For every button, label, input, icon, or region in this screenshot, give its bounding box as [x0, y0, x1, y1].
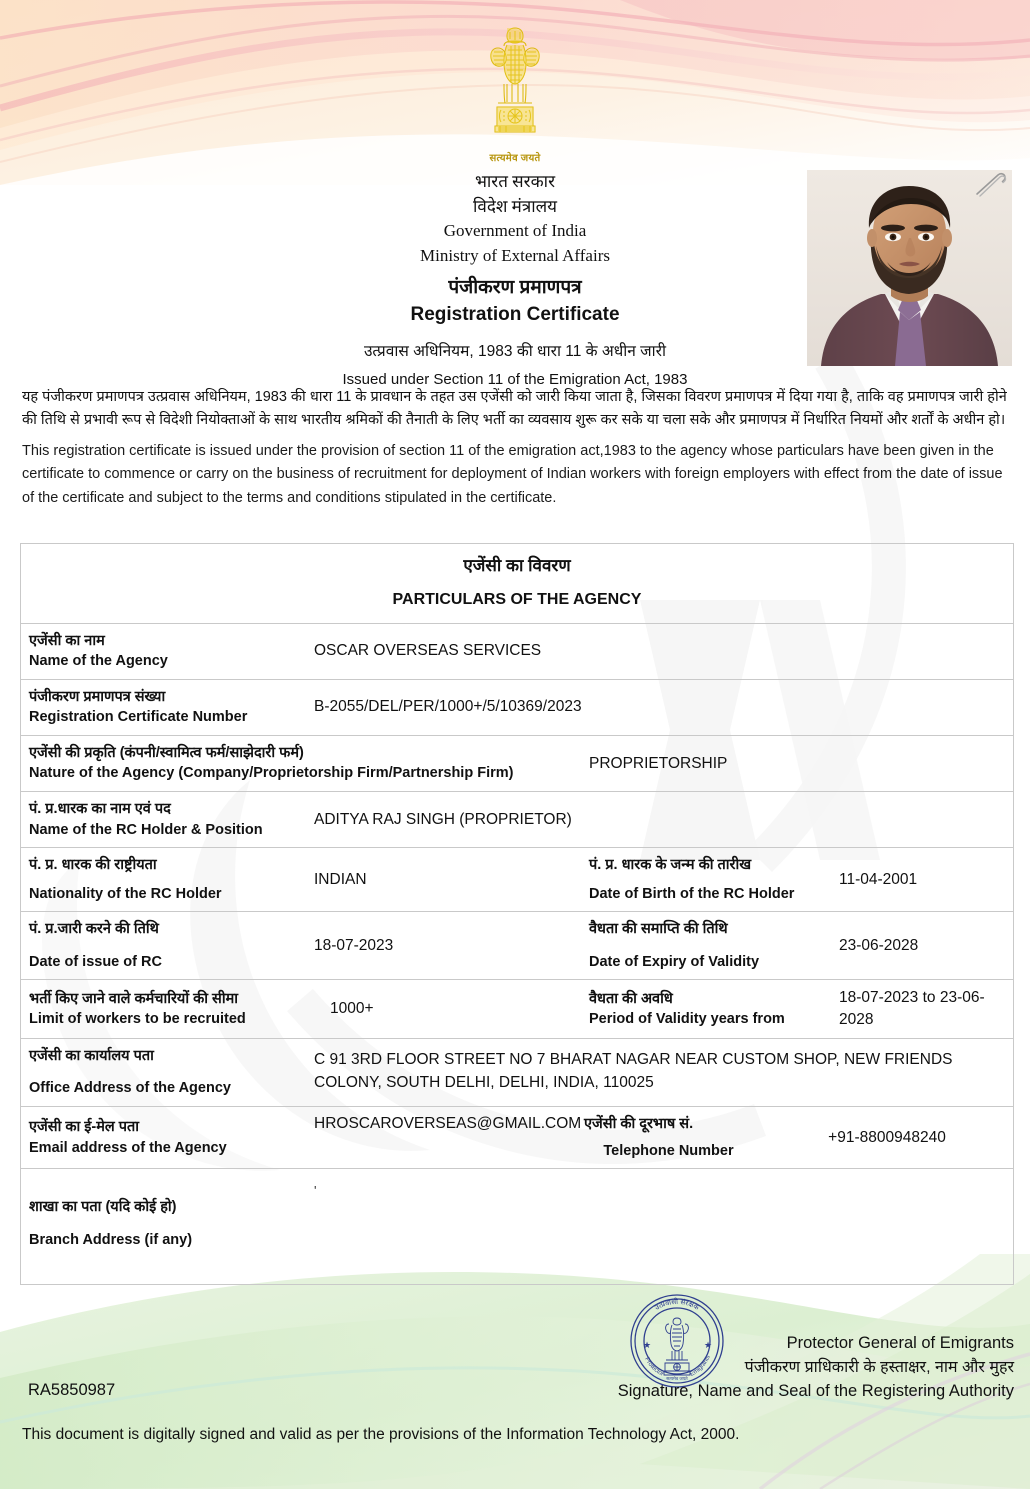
label-office-address-en: Office Address of the Agency: [29, 1080, 231, 1097]
page-title: Registration Certificate: [410, 304, 620, 326]
label-rc-number-hi: पंजीकरण प्रमाणपत्र संख्या: [29, 688, 166, 705]
label-telephone-en: Telephone Number: [603, 1142, 734, 1159]
intro-english: This registration certificate is issued under the provision of section 11 of the emigration act,1983 to the agency whose particulars have been given in the certificate to commence or carry on the business of recruitment for deployment of Indian workers with foreign employers with effect from the date of issue of the certificate and subject to the terms and conditions stipulated in the certificate.: [22, 442, 1003, 506]
value-dob: 11-04-2001: [839, 870, 918, 888]
table-row-limit-validity: [21, 980, 1013, 1038]
label-rc-number-en: Registration Certificate Number: [29, 709, 248, 726]
label-validity-period-hi: वैधता की अवधि: [589, 990, 673, 1007]
table-row-rc-holder: [21, 792, 1013, 848]
svg-text:Emigrants: Emigrants: [688, 1354, 712, 1378]
value-rc-number: B-2055/DEL/PER/1000+/5/10369/2023: [314, 698, 582, 716]
svg-text:★: ★: [704, 1340, 713, 1350]
label-nature-en: Nature of the Agency (Company/Proprietorship Firm/Partnership Firm): [29, 765, 514, 782]
svg-text:सत्यमेव जयते: सत्यमेव जयते: [666, 1376, 688, 1381]
ministry-hindi: विदेश मंत्रालय: [472, 196, 558, 216]
value-validity-period: 18-07-2023 to 23-06-2028: [839, 989, 985, 1029]
label-telephone: [576, 1107, 761, 1168]
table-row-office-address: [21, 1039, 1013, 1107]
label-validity-period-en: Period of Validity years from: [589, 1011, 785, 1028]
value-rc-holder: ADITYA RAJ SINGH (PROPRIETOR): [314, 810, 572, 828]
label-date-of-expiry-hi: वैधता की समाप्ति की तिथि: [589, 921, 728, 938]
label-nationality-en: Nationality of the RC Holder: [29, 885, 222, 902]
signature-block: [314, 1332, 1014, 1404]
label-date-of-issue-en: Date of issue of RC: [29, 953, 162, 970]
label-date-of-expiry-en: Date of Expiry of Validity: [589, 953, 760, 970]
label-worker-limit-en: Limit of workers to be recruited: [29, 1011, 246, 1028]
value-nationality: INDIAN: [314, 870, 367, 888]
svg-text:★: ★: [643, 1340, 652, 1350]
label-rc-holder: [21, 792, 306, 847]
label-office-address-hi: एजेंसी का कार्यालय पता: [29, 1047, 154, 1064]
label-date-of-issue-hi: पं. प्र.जारी करने की तिथि: [29, 921, 159, 938]
value-nature: PROPRIETORSHIP: [589, 754, 728, 772]
emblem-motto: सत्यमेव जयते: [489, 153, 541, 164]
label-dob-en: Date of Birth of the RC Holder: [589, 885, 795, 902]
table-header: [21, 544, 1013, 624]
paperclip-icon: [974, 172, 1008, 203]
particulars-table: [20, 543, 1014, 1285]
label-dob: [581, 848, 831, 911]
label-agency-name-en: Name of the Agency: [29, 653, 168, 670]
issued-under-hindi: उत्प्रवास अधिनियम, 1983 की धारा 11 के अधीन जारी: [363, 342, 667, 360]
label-dob-hi: पं. प्र. धारक के जन्म की तारीख: [589, 857, 752, 874]
label-date-of-issue: [21, 912, 306, 979]
label-email: [21, 1107, 306, 1168]
intro-hindi: यह पंजीकरण प्रमाणपत्र उत्प्रवास अधिनियम, 1983 की धारा 11 के प्रावधान के तहत उस एजेंसी को जारी किया जाता है, जिसका विवरण प्रमाणपत्र में दिया गया है, ताकि वह प्रमाणपत्र जारी होने की तिथि से प्रभावी रूप से विदेशी नियोक्ताओं के साथ भारतीय श्रमिकों की तैनाती के लिए भर्ती का व्यवसाय शुरू कर सके या चला सके और प्रमाणपत्र में निर्धारित नियमों और शर्तों के अधीन हो।: [22, 389, 1007, 429]
signature-caption-hindi: पंजीकरण प्राधिकारी के हस्ताक्षर, नाम और मुहर: [744, 1358, 1014, 1376]
label-office-address: [21, 1039, 306, 1106]
label-worker-limit-hi: भर्ती किए जाने वाले कर्मचारियों की सीमा: [29, 990, 239, 1007]
label-rc-number: [21, 680, 306, 735]
label-date-of-expiry: [581, 912, 831, 979]
table-row-nature: [21, 736, 1013, 792]
label-rc-holder-hi: पं. प्र.धारक का नाम एवं पद: [29, 800, 171, 817]
reference-number: RA5850987: [28, 1381, 116, 1399]
value-email: HROSCAROVERSEAS@GMAIL.COM: [314, 1114, 582, 1132]
page-title-hindi: पंजीकरण प्रमाणपत्र: [448, 276, 582, 298]
national-emblem-block: [0, 22, 1030, 164]
label-agency-name: [21, 624, 306, 679]
intro-paragraph: [22, 386, 1010, 510]
table-row-rc-number: [21, 680, 1013, 736]
table-row-nationality-dob: [21, 848, 1013, 912]
svg-text:Protector: Protector: [643, 1356, 665, 1378]
label-branch-address-en: Branch Address (if any): [29, 1231, 193, 1248]
authority-title: Protector General of Emigrants: [786, 1334, 1014, 1352]
label-agency-name-hi: एजेंसी का नाम: [29, 632, 105, 649]
ministry-english: Ministry of External Affairs: [420, 245, 610, 265]
table-header-english: PARTICULARS OF THE AGENCY: [392, 590, 642, 608]
table-row-issue-expiry: [21, 912, 1013, 980]
label-nationality: [21, 848, 306, 911]
label-email-en: Email address of the Agency: [29, 1139, 227, 1156]
table-header-hindi: एजेंसी का विवरण: [463, 556, 571, 575]
label-branch-address-hi: शाखा का पता (यदि कोई हो): [29, 1199, 177, 1216]
value-date-of-expiry: 23-06-2028: [839, 937, 919, 955]
label-branch-address: [21, 1169, 306, 1284]
label-validity-period: [581, 980, 831, 1037]
svg-text:उत्प्रवासी संरक्षक: उत्प्रवासी संरक्षक: [653, 1296, 701, 1312]
value-agency-name: OSCAR OVERSEAS SERVICES: [314, 642, 542, 660]
government-english: Government of India: [443, 221, 587, 241]
label-email-hi: एजेंसी का ई-मेल पता: [29, 1118, 140, 1135]
label-rc-holder-en: Name of the RC Holder & Position: [29, 821, 263, 838]
label-nature-hi: एजेंसी की प्रकृति (कंपनी/स्वामित्व फर्म/साझेदारी फर्म): [29, 744, 304, 761]
label-worker-limit: [21, 980, 306, 1037]
value-branch-address: ': [314, 1183, 317, 1199]
label-nationality-hi: पं. प्र. धारक की राष्ट्रीयता: [29, 857, 157, 874]
issued-under-english: Issued under Section 11 of the Emigration Act, 1983: [342, 371, 688, 389]
value-office-address: C 91 3RD FLOOR STREET NO 7 BHARAT NAGAR NEAR CUSTOM SHOP, NEW FRIENDS COLONY, SOUTH DELHI, DELHI, INDIA, 110025: [314, 1050, 953, 1092]
government-hindi: भारत सरकार: [474, 172, 556, 191]
label-telephone-hi: एजेंसी की दूरभाष सं.: [584, 1115, 694, 1132]
label-nature: [21, 736, 581, 791]
india-national-emblem-icon: [474, 22, 556, 149]
value-date-of-issue: 18-07-2023: [314, 937, 394, 955]
signature-caption-english: Signature, Name and Seal of the Registering Authority: [617, 1381, 1014, 1400]
value-telephone: +91-8800948240: [828, 1128, 946, 1146]
table-row-email-telephone: [21, 1107, 1013, 1169]
table-row-agency-name: [21, 624, 1013, 680]
table-row-branch-address: [21, 1169, 1013, 1284]
digital-signature-note: This document is digitally signed and valid as per the provisions of the Information Technology Act, 2000.: [22, 1426, 740, 1443]
value-worker-limit: 1000+: [330, 1000, 374, 1018]
